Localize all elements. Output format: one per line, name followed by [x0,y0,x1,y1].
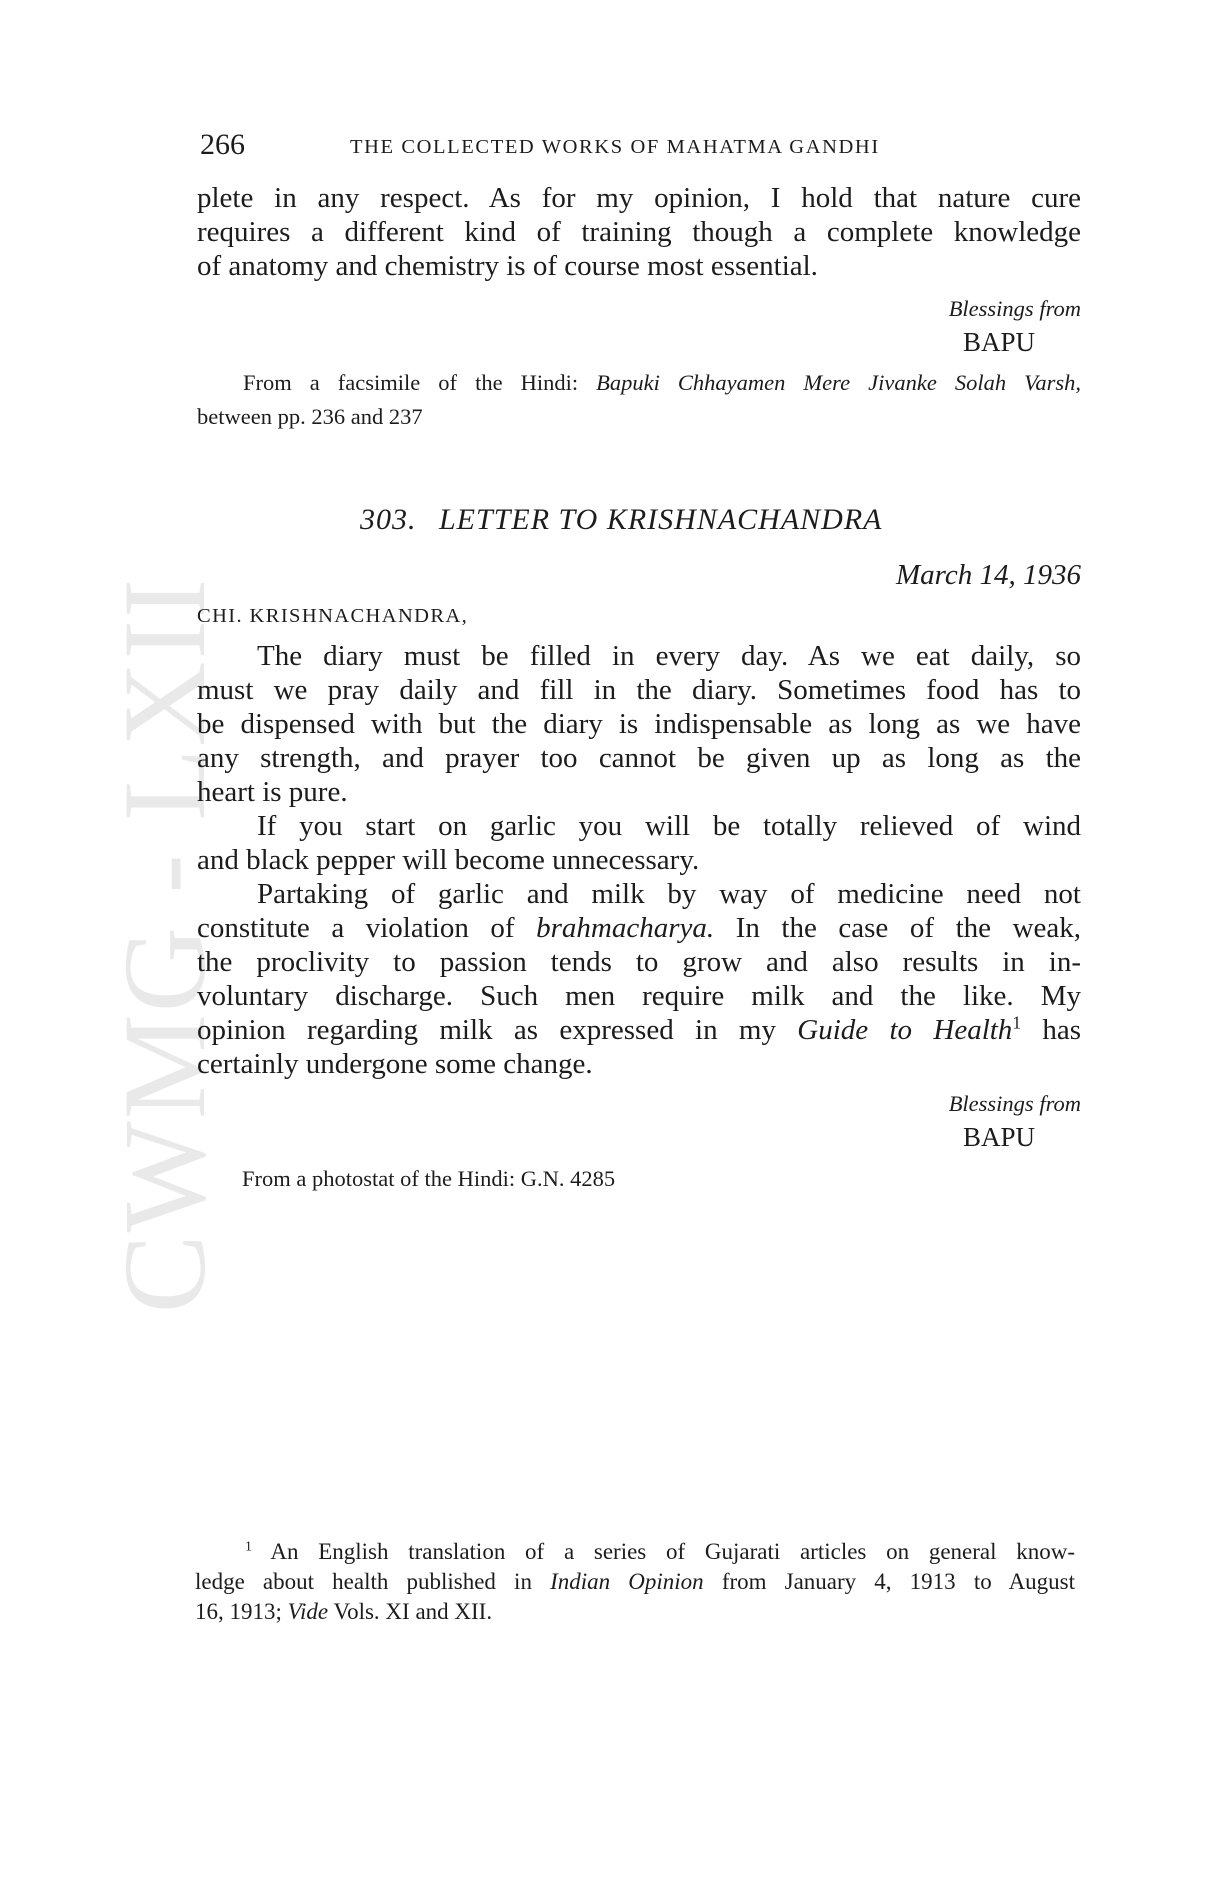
salutation: CHI. KRISHNACHANDRA, [197,605,469,627]
text-line: certainly undergone some change. [197,1048,593,1080]
footnote-ref: 1 [1012,1012,1022,1033]
text-run: In the case of the weak, [735,912,1082,944]
text-line: If you start on garlic you will be totally relieved of wind [257,810,1081,842]
letter-title-text: LETTER TO KRISHNACHANDRA [439,503,883,536]
emphasis-brahmacharya: brahmacharya. [536,912,715,944]
source-line [197,366,1081,400]
text-line: requires a different kind of training though a complete knowledge [197,216,1081,248]
text-line: and black pepper will become unnecessary. [197,844,700,876]
text-line: The diary must be filled in every day. As we eat daily, so [257,640,1081,672]
page-number: 266 [200,128,245,161]
text-run: ledge about health published in [195,1569,532,1594]
text-line: the proclivity to passion tends to grow and also results in in- [197,946,1081,978]
letter-number: 303. [360,503,417,536]
source-prefix: From a facsimile of the Hindi: [243,370,579,395]
letter-paragraph-1 [197,639,1081,809]
letter-date: March 14, 1936 [896,559,1081,591]
prev-letter-source [197,366,1081,434]
letter-source [242,1162,1126,1196]
letter-closing: Blessings from [948,1091,1081,1116]
text-line: plete in any respect. As for my opinion, I hold that nature cure [197,182,1081,214]
letter-paragraph-2 [197,809,1081,877]
prev-letter-signature [963,325,1035,359]
footnote-line [195,1567,1075,1597]
text-line [197,1013,1081,1047]
vide-label: Vide [287,1599,329,1624]
text-line [197,911,1081,945]
text-run: has [1042,1014,1082,1046]
text-line: of anatomy and chemistry is of course most essential. [197,250,818,282]
source-line: From a photostat of the Hindi: G.N. 4285 [242,1166,616,1191]
footnote-line [195,1597,1075,1627]
text-line: heart is pure. [197,776,348,808]
text-run: Vols. XI and XII. [333,1599,493,1624]
prev-letter-body [197,181,1081,283]
signature-text: BAPU [962,327,1035,357]
book-title: Guide to Health [797,1014,1013,1046]
text-line: voluntary discharge. Such men require milk and the like. My [197,980,1081,1012]
footnote-line-1-text [245,1539,1075,1564]
text-run: from January 4, 1913 to August [721,1569,1076,1594]
letter-signature [963,1120,1035,1154]
footnote-marker: 1 [245,1538,252,1554]
running-title: THE COLLECTED WORKS OF MAHATMA GANDHI [350,136,880,158]
footnote [195,1537,1075,1627]
watermark-text: CWMG - LXII [99,576,230,1314]
newspaper-title: Indian Opinion [550,1569,704,1594]
text-line: any strength, and prayer too cannot be given up as long as the [197,742,1081,774]
text-run: 16, 1913; [195,1599,282,1624]
source-line-2: between pp. 236 and 237 [197,404,423,429]
text-line: must we pray daily and fill in the diary. Sometimes food has to [197,674,1081,706]
book-title-run [797,1014,1021,1046]
signature-text: BAPU [962,1122,1035,1152]
letter-title [360,503,883,537]
text-run: constitute a violation of [197,912,515,944]
text-line: be dispensed with but the diary is indispensable as long as we have [197,708,1081,740]
text-run: An English translation of a series of Gujarati articles on general know- [270,1539,1076,1564]
text-line: Partaking of garlic and milk by way of medicine need not [257,878,1081,910]
text-run: opinion regarding milk as expressed in my [197,1014,776,1046]
prev-letter-closing: Blessings from [948,296,1081,321]
footnote-line [195,1537,1075,1567]
letter-paragraph-3 [197,877,1081,1081]
source-title: Bapuki Chhayamen Mere Jivanke Solah Varsh, [596,370,1082,395]
